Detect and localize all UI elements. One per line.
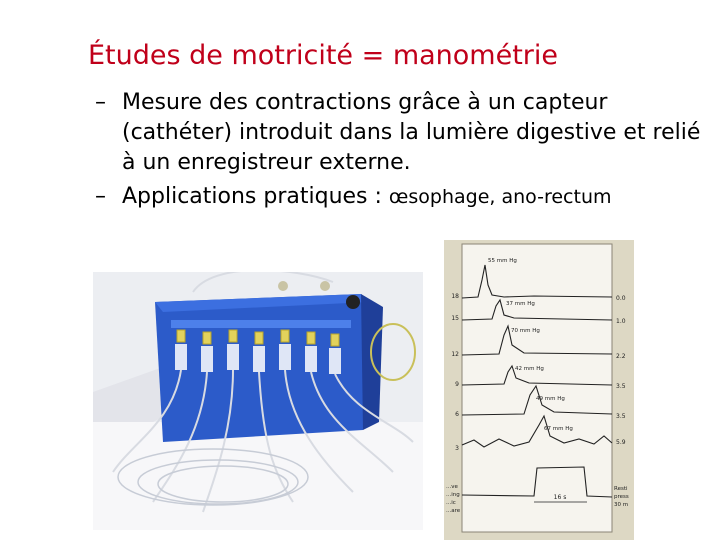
left-axis-tick: 12	[451, 351, 459, 358]
peak-label: 42 mm Hg	[515, 366, 544, 372]
right-fragment: 30 m	[614, 502, 629, 508]
bullet-dash: –	[95, 90, 106, 115]
peak-label: 49 mm Hg	[536, 396, 565, 402]
duration-label: 16 s	[553, 494, 567, 501]
manometry-device-photo	[93, 272, 423, 530]
left-fragment: ...are	[446, 508, 461, 514]
left-axis-tick: 9	[455, 381, 459, 388]
device-illustration	[93, 272, 423, 530]
right-axis-tick: 1.0	[616, 318, 626, 325]
slide-title: Études de motricité = manométrie	[88, 40, 559, 71]
left-fragment: ...ing	[446, 492, 460, 498]
right-fragment: Resti	[614, 486, 628, 492]
right-axis-tick: 3.5	[616, 413, 626, 420]
left-axis-tick: 18	[451, 293, 459, 300]
left-fragment: ...ic	[446, 500, 456, 506]
bullet-item-manometry	[95, 88, 702, 178]
peak-label: 70 mm Hg	[511, 328, 540, 334]
bullet-text-small: œsophage, ano-rectum	[388, 186, 612, 208]
left-axis-tick: 15	[451, 315, 459, 322]
right-axis-tick: 5.9	[616, 439, 626, 446]
bullet-text: Mesure des contractions grâce à un capteur (cathéter) introduit dans la lumière digestive et relié à un enregistreur externe.	[122, 90, 701, 175]
right-fragment: press	[614, 494, 629, 500]
right-axis-tick: 0.0	[616, 295, 626, 302]
bullet-list	[95, 88, 702, 212]
peak-label: 67 mm Hg	[544, 426, 573, 432]
right-axis-tick: 3.5	[616, 383, 626, 390]
bullet-text: Applications pratiques :	[122, 184, 389, 209]
peak-label: 55 mm Hg	[488, 258, 517, 264]
bullet-item-applications	[95, 182, 702, 212]
peak-label: 37 mm Hg	[506, 301, 535, 307]
left-axis-tick: 3	[455, 445, 459, 452]
tracing-chart	[444, 240, 634, 540]
right-axis-tick: 2.2	[616, 353, 626, 360]
left-fragment: ...ve	[446, 484, 458, 490]
bullet-dash: –	[95, 184, 106, 209]
left-axis-tick: 6	[455, 411, 459, 418]
manometry-tracing	[444, 240, 634, 540]
